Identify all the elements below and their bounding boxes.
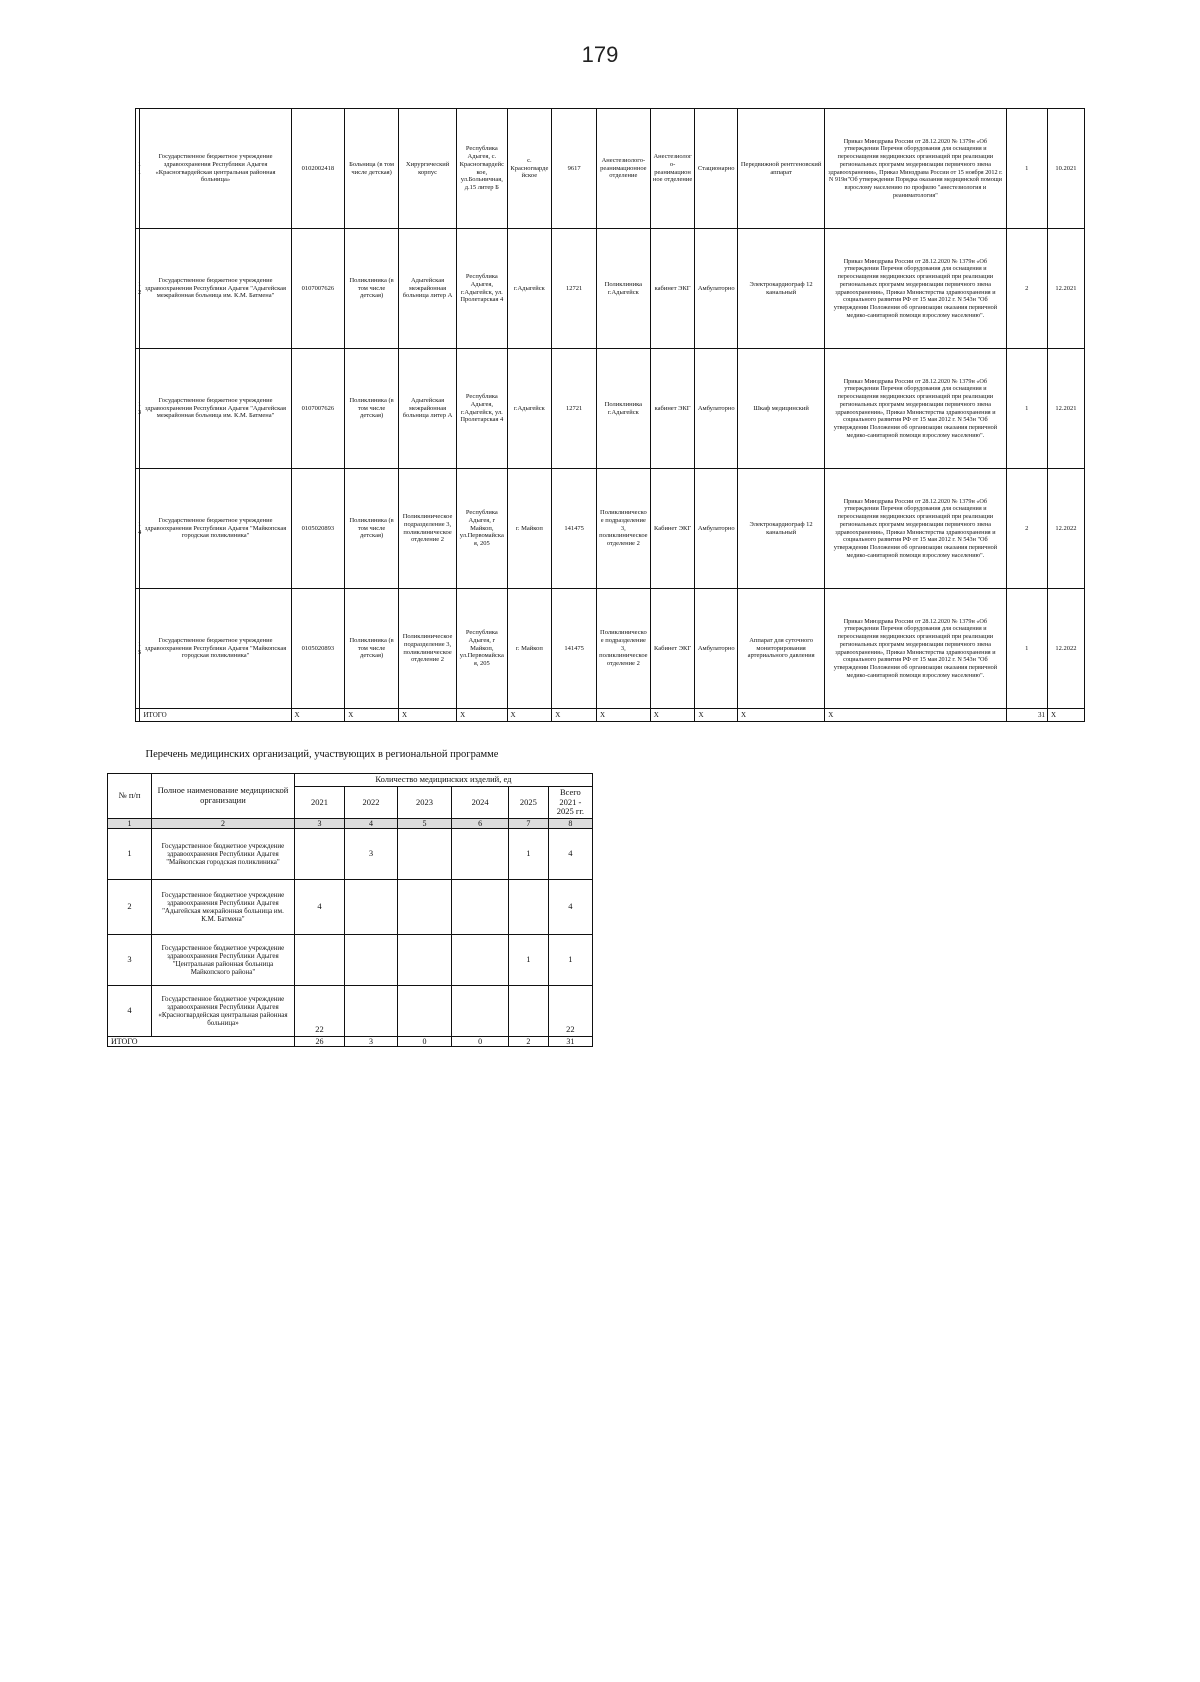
table-row [136, 229, 1085, 349]
device-name: Передвижной рентгеновский аппарат [737, 109, 824, 229]
department: Поликлиника г.Адыгейск [597, 349, 651, 469]
locality: г. Майкоп [507, 589, 552, 709]
org-name: Государственное бюджетное учреждение здравоохранения Республики Адыгея "Майкопская городская поликлиника" [140, 589, 291, 709]
year-quantity [397, 880, 452, 935]
table-row [136, 349, 1085, 469]
delivery-date: 10.2021 [1047, 109, 1084, 229]
summary-total-row [108, 1037, 593, 1047]
row-number: 2 [108, 880, 152, 935]
row-number: 1 [108, 829, 152, 880]
org-name: Государственное бюджетное учреждение здравоохранения Республики Адыгея "Майкопская городская поликлиника" [140, 469, 291, 589]
row-number: 15 [136, 589, 140, 709]
facility-type: Больница (в том числе детская) [345, 109, 399, 229]
subdivision: Кабинет ЭКГ [650, 589, 695, 709]
org-name: Государственное бюджетное учреждение здравоохранения Республики Адыгея «Красногвардейская центральная районная больница» [140, 109, 291, 229]
total-x-mark: X [737, 709, 824, 722]
header-year: 2025 [508, 786, 548, 818]
year-quantity: 22 [294, 986, 344, 1037]
regulation: Приказ Минздрава России от 28.12.2020 № 1379н «Об утверждении Перечня оборудования для оснащения и переоснащения медицинских организаций при реализации региональных программ модернизации первичного звена здравоохранения», Приказ Министерства здравоохранения и социального развития РФ от 15 мая 2012 г. N 543н "Об утверждении Положения об организации оказания первичной медико-санитарной помощи взрослому населению". [825, 229, 1006, 349]
total-x-mark: X [825, 709, 1006, 722]
year-quantity [294, 935, 344, 986]
building: Поликлиническое подразделение 3, поликлиническое отделение 2 [398, 589, 456, 709]
delivery-date: 12.2022 [1047, 469, 1084, 589]
total-x-mark: X [597, 709, 651, 722]
org-name: Государственное бюджетное учреждение здравоохранения Республики Адыгея "Центральная районная больница Майкопского района" [152, 935, 295, 986]
locality: г. Майкоп [507, 469, 552, 589]
total-value: 2 [508, 1037, 548, 1047]
total-label: ИТОГО [108, 1037, 295, 1047]
delivery-date: 12.2021 [1047, 229, 1084, 349]
year-quantity: 3 [345, 829, 397, 880]
year-quantity [397, 829, 452, 880]
header-year: 2024 [452, 786, 509, 818]
org-name: Государственное бюджетное учреждение здравоохранения Республики Адыгея "Адыгейская межрайонная больница им. К.М. Батмена" [140, 229, 291, 349]
table-row [136, 469, 1085, 589]
year-quantity: 4 [548, 880, 592, 935]
total-x-mark: X [695, 709, 738, 722]
year-quantity: 1 [548, 935, 592, 986]
year-quantity: 22 [548, 986, 592, 1037]
subdivision: кабинет ЭКГ [650, 349, 695, 469]
org-code: 0105020893 [291, 589, 345, 709]
year-quantity: 1 [508, 935, 548, 986]
care-form: Амбулаторно [695, 349, 738, 469]
row-number: 14 [136, 469, 140, 589]
year-quantity: 4 [294, 880, 344, 935]
address: Республика Адыгея, г Майкоп, ул.Первомайская, 205 [457, 469, 507, 589]
total-quantity: 31 [1006, 709, 1047, 722]
department: Поликлиническое подразделение 3, поликлиническое отделение 2 [597, 469, 651, 589]
device-name: Электрокардиограф 12 канальный [737, 229, 824, 349]
org-code: 0102002418 [291, 109, 345, 229]
column-index: 7 [508, 819, 548, 829]
column-index: 4 [345, 819, 397, 829]
column-index: 3 [294, 819, 344, 829]
year-quantity [452, 986, 509, 1037]
total-label: ИТОГО [140, 709, 291, 722]
year-quantity: 1 [508, 829, 548, 880]
year-quantity [397, 935, 452, 986]
column-index-row [108, 819, 593, 829]
org-name: Государственное бюджетное учреждение здравоохранения Республики Адыгея "Адыгейская межрайонная больница им. К.М. Батмена" [140, 349, 291, 469]
row-number: 4 [108, 986, 152, 1037]
population: 12721 [552, 229, 597, 349]
year-quantity: 4 [548, 829, 592, 880]
regulation: Приказ Минздрава России от 28.12.2020 № 1379н «Об утверждении Перечня оборудования для оснащения и переоснащения медицинских организаций при реализации региональных программ модернизации первичного звена здравоохранения», Приказ Министерства здравоохранения и социального развития РФ от 15 мая 2012 г. N 543н "Об утверждении Положения об организации оказания первичной медико-санитарной помощи взрослому населению". [825, 349, 1006, 469]
locality: г.Адыгейск [507, 229, 552, 349]
column-index: 2 [152, 819, 295, 829]
summary-title: Перечень медицинских организаций, участвующих в региональной программе [145, 749, 499, 760]
row-number: 3 [108, 935, 152, 986]
facility-type: Поликлиника (в том числе детская) [345, 469, 399, 589]
population: 9617 [552, 109, 597, 229]
subdivision: кабинет ЭКГ [650, 229, 695, 349]
org-code: 0105020893 [291, 469, 345, 589]
org-code: 0107007626 [291, 349, 345, 469]
table-row [136, 589, 1085, 709]
device-name: Электрокардиограф 12 канальный [737, 469, 824, 589]
year-quantity [294, 829, 344, 880]
subdivision: Кабинет ЭКГ [650, 469, 695, 589]
total-x-mark: X [650, 709, 695, 722]
building: Хирургический корпус [398, 109, 456, 229]
column-index: 8 [548, 819, 592, 829]
total-x-mark: X [457, 709, 507, 722]
org-name: Государственное бюджетное учреждение здравоохранения Республики Адыгея "Адыгейская межрайонная больница им. К.М. Батмена" [152, 880, 295, 935]
building: Адыгейская межрайонная больница литер А [398, 229, 456, 349]
equipment-table [135, 108, 1085, 722]
row-number: 11 [136, 109, 140, 229]
address: Республика Адыгея, г Майкоп, ул.Первомайская, 205 [457, 589, 507, 709]
quantity: 1 [1006, 589, 1047, 709]
year-quantity [508, 986, 548, 1037]
quantity: 2 [1006, 469, 1047, 589]
regulation: Приказ Минздрава России от 28.12.2020 № 1379н «Об утверждении Перечня оборудования для оснащения и переоснащения медицинских организаций при реализации региональных программ модернизации первичного звена здравоохранения», Приказ Минздрава России от 15 ноября 2012 г. N 919н"Об утверждении Порядка оказания медицинской помощи взрослому населению по профилю "анестезиология и реаниматология" [825, 109, 1006, 229]
regulation: Приказ Минздрава России от 28.12.2020 № 1379н «Об утверждении Перечня оборудования для оснащения и переоснащения медицинских организаций при реализации региональных программ модернизации первичного звена здравоохранения», Приказ Министерства здравоохранения и социального развития РФ от 15 мая 2012 г. N 543н "Об утверждении Положения об организации оказания первичной медико-санитарной помощи взрослому населению". [825, 469, 1006, 589]
total-x-mark: X [1047, 709, 1084, 722]
total-value: 31 [548, 1037, 592, 1047]
population: 12721 [552, 349, 597, 469]
department: Поликлиника г.Адыгейск [597, 229, 651, 349]
header-year: 2023 [397, 786, 452, 818]
row-number: 12 [136, 229, 140, 349]
device-name: Шкаф медицинский [737, 349, 824, 469]
org-name: Государственное бюджетное учреждение здравоохранения Республики Адыгея "Майкопская городская поликлиника" [152, 829, 295, 880]
care-form: Стационарно [695, 109, 738, 229]
population: 141475 [552, 589, 597, 709]
regulation: Приказ Минздрава России от 28.12.2020 № 1379н «Об утверждении Перечня оборудования для оснащения и переоснащения медицинских организаций при реализации региональных программ модернизации первичного звена здравоохранения», Приказ Министерства здравоохранения и социального развития РФ от 15 мая 2012 г. N 543н "Об утверждении Положения об организации оказания первичной медико-санитарной помощи взрослому населению". [825, 589, 1006, 709]
summary-row [108, 935, 593, 986]
delivery-date: 12.2021 [1047, 349, 1084, 469]
year-quantity [397, 986, 452, 1037]
page-number: 179 [581, 42, 619, 67]
year-quantity [508, 880, 548, 935]
quantity: 2 [1006, 229, 1047, 349]
population: 141475 [552, 469, 597, 589]
year-quantity [345, 880, 397, 935]
header-quantity-group: Количество медицинских изделий, ед [294, 774, 592, 787]
row-number: 13 [136, 349, 140, 469]
address: Республика Адыгея, г.Адыгейск, ул. Пролетарская 4 [457, 229, 507, 349]
year-quantity [452, 829, 509, 880]
care-form: Амбулаторно [695, 589, 738, 709]
header-org-name: Полное наименование медицинской организации [152, 774, 295, 819]
table-row [136, 109, 1085, 229]
locality: с. Красногвардейское [507, 109, 552, 229]
header-total: Всего 2021 - 2025 гг. [548, 786, 592, 818]
total-x-mark: X [291, 709, 345, 722]
column-index: 6 [452, 819, 509, 829]
year-quantity [452, 935, 509, 986]
building: Адыгейская межрайонная больница литер А [398, 349, 456, 469]
year-quantity [452, 880, 509, 935]
subdivision: Анестезиолого-реанимационное отделение [650, 109, 695, 229]
care-form: Амбулаторно [695, 229, 738, 349]
header-num: № п/п [108, 774, 152, 819]
year-quantity [345, 935, 397, 986]
department: Поликлиническое подразделение 3, поликлиническое отделение 2 [597, 589, 651, 709]
column-index: 1 [108, 819, 152, 829]
total-x-mark: X [507, 709, 552, 722]
total-x-mark: X [552, 709, 597, 722]
column-index: 5 [397, 819, 452, 829]
care-form: Амбулаторно [695, 469, 738, 589]
total-x-mark: X [398, 709, 456, 722]
year-quantity [345, 986, 397, 1037]
total-row [136, 709, 1085, 722]
total-value: 3 [345, 1037, 397, 1047]
address: Республика Адыгея, г.Адыгейск, ул. Пролетарская 4 [457, 349, 507, 469]
facility-type: Поликлиника (в том числе детская) [345, 349, 399, 469]
total-x-mark: X [345, 709, 399, 722]
facility-type: Поликлиника (в том числе детская) [345, 589, 399, 709]
address: Республика Адыгея, с. Красногвардейское, ул.Больничная, д.15 литер Б [457, 109, 507, 229]
org-code: 0107007626 [291, 229, 345, 349]
header-year: 2022 [345, 786, 397, 818]
summary-row [108, 829, 593, 880]
summary-row [108, 986, 593, 1037]
delivery-date: 12.2022 [1047, 589, 1084, 709]
department: Анестезиолого-реанимационное отделение [597, 109, 651, 229]
header-year: 2021 [294, 786, 344, 818]
facility-type: Поликлиника (в том числе детская) [345, 229, 399, 349]
total-value: 0 [397, 1037, 452, 1047]
summary-row [108, 880, 593, 935]
building: Поликлиническое подразделение 3, поликлиническое отделение 2 [398, 469, 456, 589]
org-name: Государственное бюджетное учреждение здравоохранения Республики Адыгея «Красногвардейская центральная районная больница» [152, 986, 295, 1037]
device-name: Аппарат для суточного мониторирования артериального давления [737, 589, 824, 709]
summary-table [107, 773, 593, 1047]
quantity: 1 [1006, 109, 1047, 229]
total-value: 0 [452, 1037, 509, 1047]
locality: г.Адыгейск [507, 349, 552, 469]
total-value: 26 [294, 1037, 344, 1047]
quantity: 1 [1006, 349, 1047, 469]
